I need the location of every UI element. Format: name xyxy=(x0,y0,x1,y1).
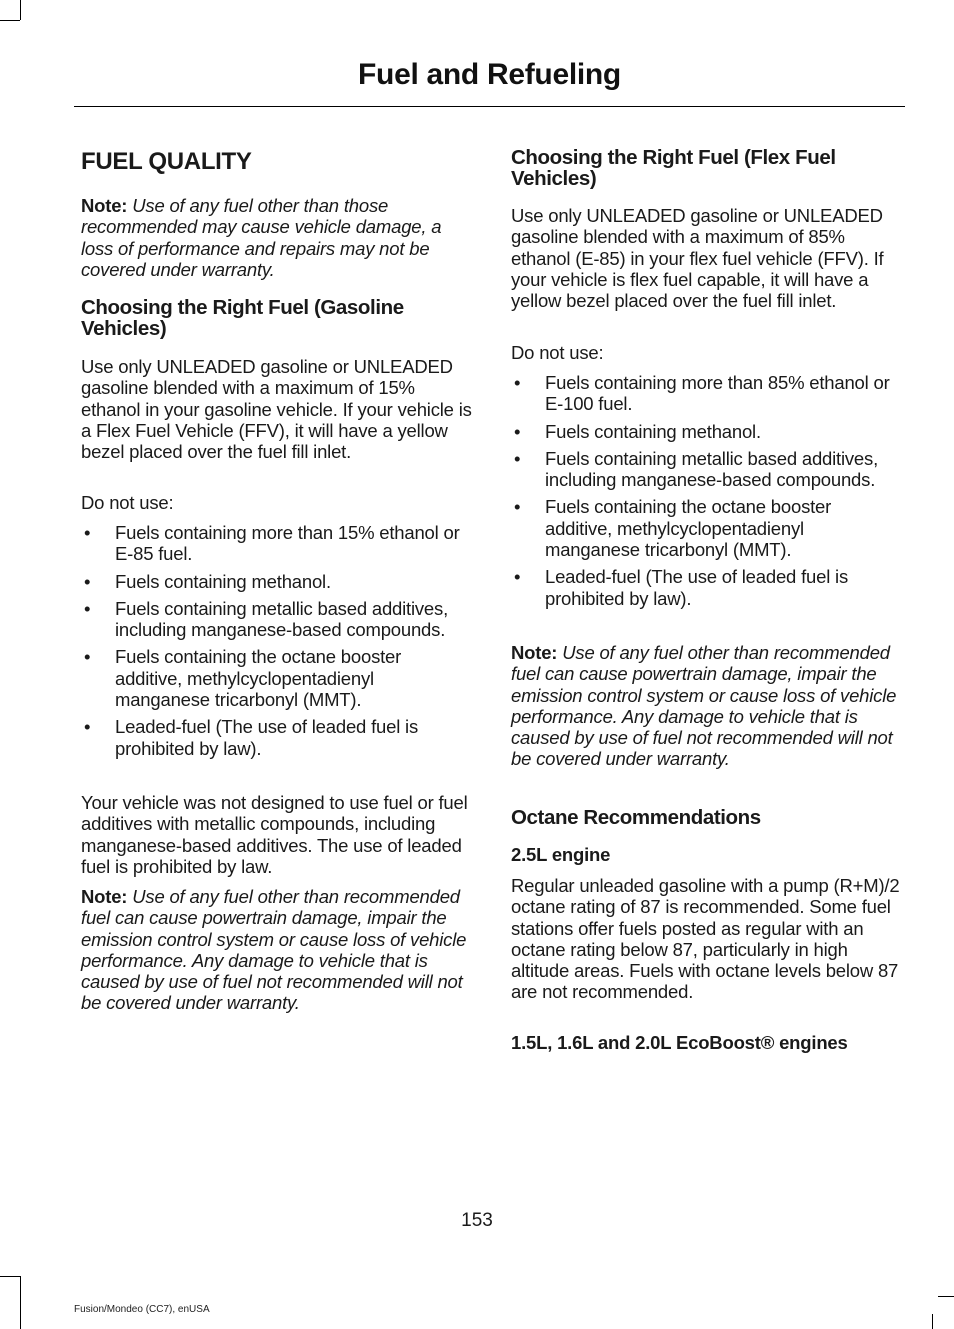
note-label: Note: xyxy=(81,886,128,907)
page-number: 153 xyxy=(461,1210,493,1231)
page-header-title: Fuel and Refueling xyxy=(358,58,621,91)
note-text: Use of any fuel other than those recommended may cause vehicle damage, a loss of performance and repairs may not be covered under warranty. xyxy=(81,195,442,280)
ecoboost-heading: 1.5L, 1.6L and 2.0L EcoBoost® engines xyxy=(511,1032,848,1053)
list-item: • Fuels containing the octane booster additive, methylcyclopentadienyl manganese tricarbonyl (MMT). xyxy=(514,496,832,561)
bullet-icon: • xyxy=(514,496,521,518)
list-item: • Fuels containing the octane booster additive, methylcyclopentadienyl manganese tricarbonyl (MMT). xyxy=(84,646,402,711)
list-item: • Fuels containing metallic based additives, including manganese-based compounds. xyxy=(84,597,449,641)
bullet-icon: • xyxy=(514,566,521,588)
crop-mark xyxy=(0,1276,20,1277)
gasoline-bullet-list xyxy=(81,522,473,759)
flex-fuel-bullet-list xyxy=(511,372,903,609)
gasoline-paragraph: Use only UNLEADED gasoline or UNLEADED gasoline blended with a maximum of 15% ethanol in your gasoline vehicle. If your vehicle is a Flex Fuel Vehicle (FFV), it will have a yellow bezel placed over the fuel fill inlet. xyxy=(81,356,472,463)
bullet-icon: • xyxy=(514,420,521,442)
do-not-use-label: Do not use: xyxy=(511,342,604,363)
engine-25-heading: 2.5L engine xyxy=(511,844,611,865)
flex-fuel-paragraph: Use only UNLEADED gasoline or UNLEADED gasoline blended with a maximum of 85% ethanol (E-85) in your flex fuel vehicle (FFV). If your vehicle is flex fuel capable, it will have a yellow bezel placed over the fuel fill inlet. xyxy=(511,205,884,312)
bullet-icon: • xyxy=(514,372,521,393)
header-divider xyxy=(74,106,905,107)
note-powertrain xyxy=(511,642,903,770)
list-item: • Leaded-fuel (The use of leaded fuel is prohibited by law). xyxy=(84,716,418,759)
design-paragraph: Your vehicle was not designed to use fuel or fuel additives with metallic compounds, including manganese-based additives. The use of leaded fuel is prohibited by law. xyxy=(81,792,468,877)
do-not-use-label: Do not use: xyxy=(81,492,174,513)
note-text: Use of any fuel other than recommended fuel can cause powertrain damage, impair the emission control system or cause loss of vehicle performance. Any damage to vehicle that is caused by use of fuel not recommended will not be covered under warranty. xyxy=(511,642,897,770)
gasoline-heading-line2: Vehicles) xyxy=(81,317,167,340)
note-text: Use of any fuel other than recommended fuel can cause powertrain damage, impair the emission control system or cause loss of vehicle performance. Any damage to vehicle that is caused by use of fuel not recommended will not be covered under warranty. xyxy=(81,886,467,1014)
section-title: FUEL QUALITY xyxy=(81,148,252,175)
gasoline-heading xyxy=(81,297,481,339)
note-label: Note: xyxy=(81,195,128,216)
note-label: Note: xyxy=(511,642,558,663)
gasoline-heading-line1: Choosing the Right Fuel (Gasoline xyxy=(81,296,404,319)
bullet-icon: • xyxy=(84,570,91,592)
list-item: • Leaded-fuel (The use of leaded fuel is prohibited by law). xyxy=(514,566,848,609)
bullet-icon: • xyxy=(84,716,91,738)
crop-mark xyxy=(0,20,20,21)
bullet-icon: • xyxy=(514,447,521,469)
document-id: Fusion/Mondeo (CC7), enUSA xyxy=(74,1304,210,1315)
list-item: • Fuels containing more than 85% ethanol or E-100 fuel. xyxy=(514,372,890,415)
list-item: • Fuels containing metallic based additives, including manganese-based compounds. xyxy=(514,447,879,491)
crop-mark xyxy=(20,1276,21,1329)
crop-mark xyxy=(938,1296,954,1297)
bullet-icon: • xyxy=(84,597,91,619)
flex-fuel-heading-line2: Vehicles) xyxy=(511,167,597,190)
list-item: • Fuels containing methanol. xyxy=(84,570,331,592)
list-item: • Fuels containing more than 15% ethanol or E-85 fuel. xyxy=(84,522,460,565)
flex-fuel-heading-line1: Choosing the Right Fuel (Flex Fuel xyxy=(511,146,836,169)
flex-fuel-heading xyxy=(511,147,911,189)
bullet-icon: • xyxy=(84,522,91,543)
crop-mark xyxy=(932,1314,933,1329)
octane-heading: Octane Recommendations xyxy=(511,806,761,829)
note-powertrain xyxy=(81,886,473,1014)
note-warranty xyxy=(81,195,473,280)
engine-25-paragraph: Regular unleaded gasoline with a pump (R+M)/2 octane rating of 87 is recommended. Some fuel stations offer fuels posted as regular with an octane rating below 87, particularly in high altitude areas. Fuels with octane levels below 87 are not recommended. xyxy=(511,875,900,1003)
list-item: • Fuels containing methanol. xyxy=(514,420,761,442)
bullet-icon: • xyxy=(84,646,91,668)
crop-mark xyxy=(20,0,21,20)
